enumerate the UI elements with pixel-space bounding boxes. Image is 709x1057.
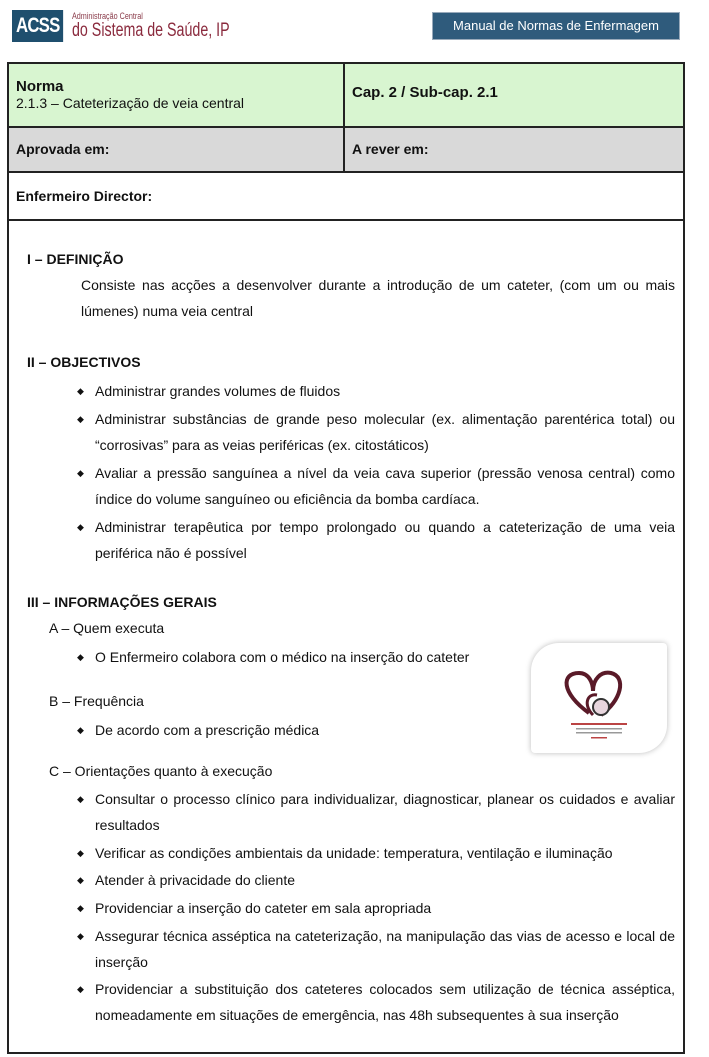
list-item: ◆ Avaliar a pressão sanguínea a nível da veia cava superior (pressão venosa central) como índice do volume sanguíneo ou eficiência da bomba cardíaca.: [77, 460, 675, 512]
org-name-line2: do Sistema de Saúde, IP: [72, 20, 230, 41]
section-title: I – DEFINIÇÃO: [27, 251, 124, 267]
norma-label: Norma: [16, 78, 64, 95]
list-item: ◆ Atender à privacidade do cliente: [77, 867, 675, 893]
review-label: A rever em:: [352, 141, 429, 157]
heart-stethoscope-icon: [531, 643, 667, 753]
subsection-title: B – Frequência: [49, 693, 144, 709]
list-item: ◆ Administrar terapêutica por tempo prolongado ou quando a cateterização de uma veia periférica não é possível: [77, 514, 675, 566]
org-name-line1: Administração Central: [72, 11, 144, 21]
list-item: ◆ Administrar substâncias de grande peso molecular (ex. alimentação parentérica total) ou “corrosivas” para as veias periféricas (ex. citostáticos): [77, 406, 675, 458]
norm-document: [7, 62, 685, 1054]
subsection-title: A – Quem executa: [49, 620, 165, 636]
norma-title: 2.1.3 – Cateterização de veia central: [16, 95, 245, 111]
manual-title-banner: Manual de Normas de Enfermagem: [432, 12, 680, 40]
list-item: ◆ Assegurar técnica asséptica na cateterização, na manipulação das vias de acesso e local de inserção: [77, 923, 675, 975]
approved-label: Aprovada em:: [9, 128, 345, 171]
list-item: ◆ Providenciar a inserção do cateter em sala apropriada: [77, 895, 675, 921]
logo-mark: ACSS: [12, 10, 63, 42]
list-item: ◆ O Enfermeiro colabora com o médico na inserção do cateter: [77, 644, 675, 670]
list-item: ◆ Consultar o processo clínico para individualizar, diagnosticar, planear os cuidados e avaliar resultados: [77, 786, 675, 838]
list-item: ◆ Administrar grandes volumes de fluidos: [77, 378, 675, 404]
list-item: ◆ De acordo com a prescrição médica: [77, 717, 675, 743]
definition-text: Consiste nas acções a desenvolver durante a introdução de um cateter, (com um ou mais lúmenes) numa veia central: [81, 277, 675, 319]
director-label: Enfermeiro Director:: [16, 188, 153, 204]
subsection-title: C – Orientações quanto à execução: [49, 763, 273, 779]
acss-logo: [12, 10, 283, 42]
stethoscope-heart-logo: [531, 643, 667, 753]
section-title: III – INFORMAÇÕES GERAIS: [27, 594, 217, 610]
list-item: ◆ Providenciar a substituição dos cateteres colocados sem utilização de técnica asséptica, nomeadamente em situações de emergência, nas 48h subsequentes à sua inserção: [77, 976, 675, 1028]
chapter-label: Cap. 2 / Sub-cap. 2.1: [352, 84, 498, 101]
section-title: II – OBJECTIVOS: [27, 354, 141, 370]
list-item: ◆ Verificar as condições ambientais da unidade: temperatura, ventilação e iluminação: [77, 840, 675, 866]
